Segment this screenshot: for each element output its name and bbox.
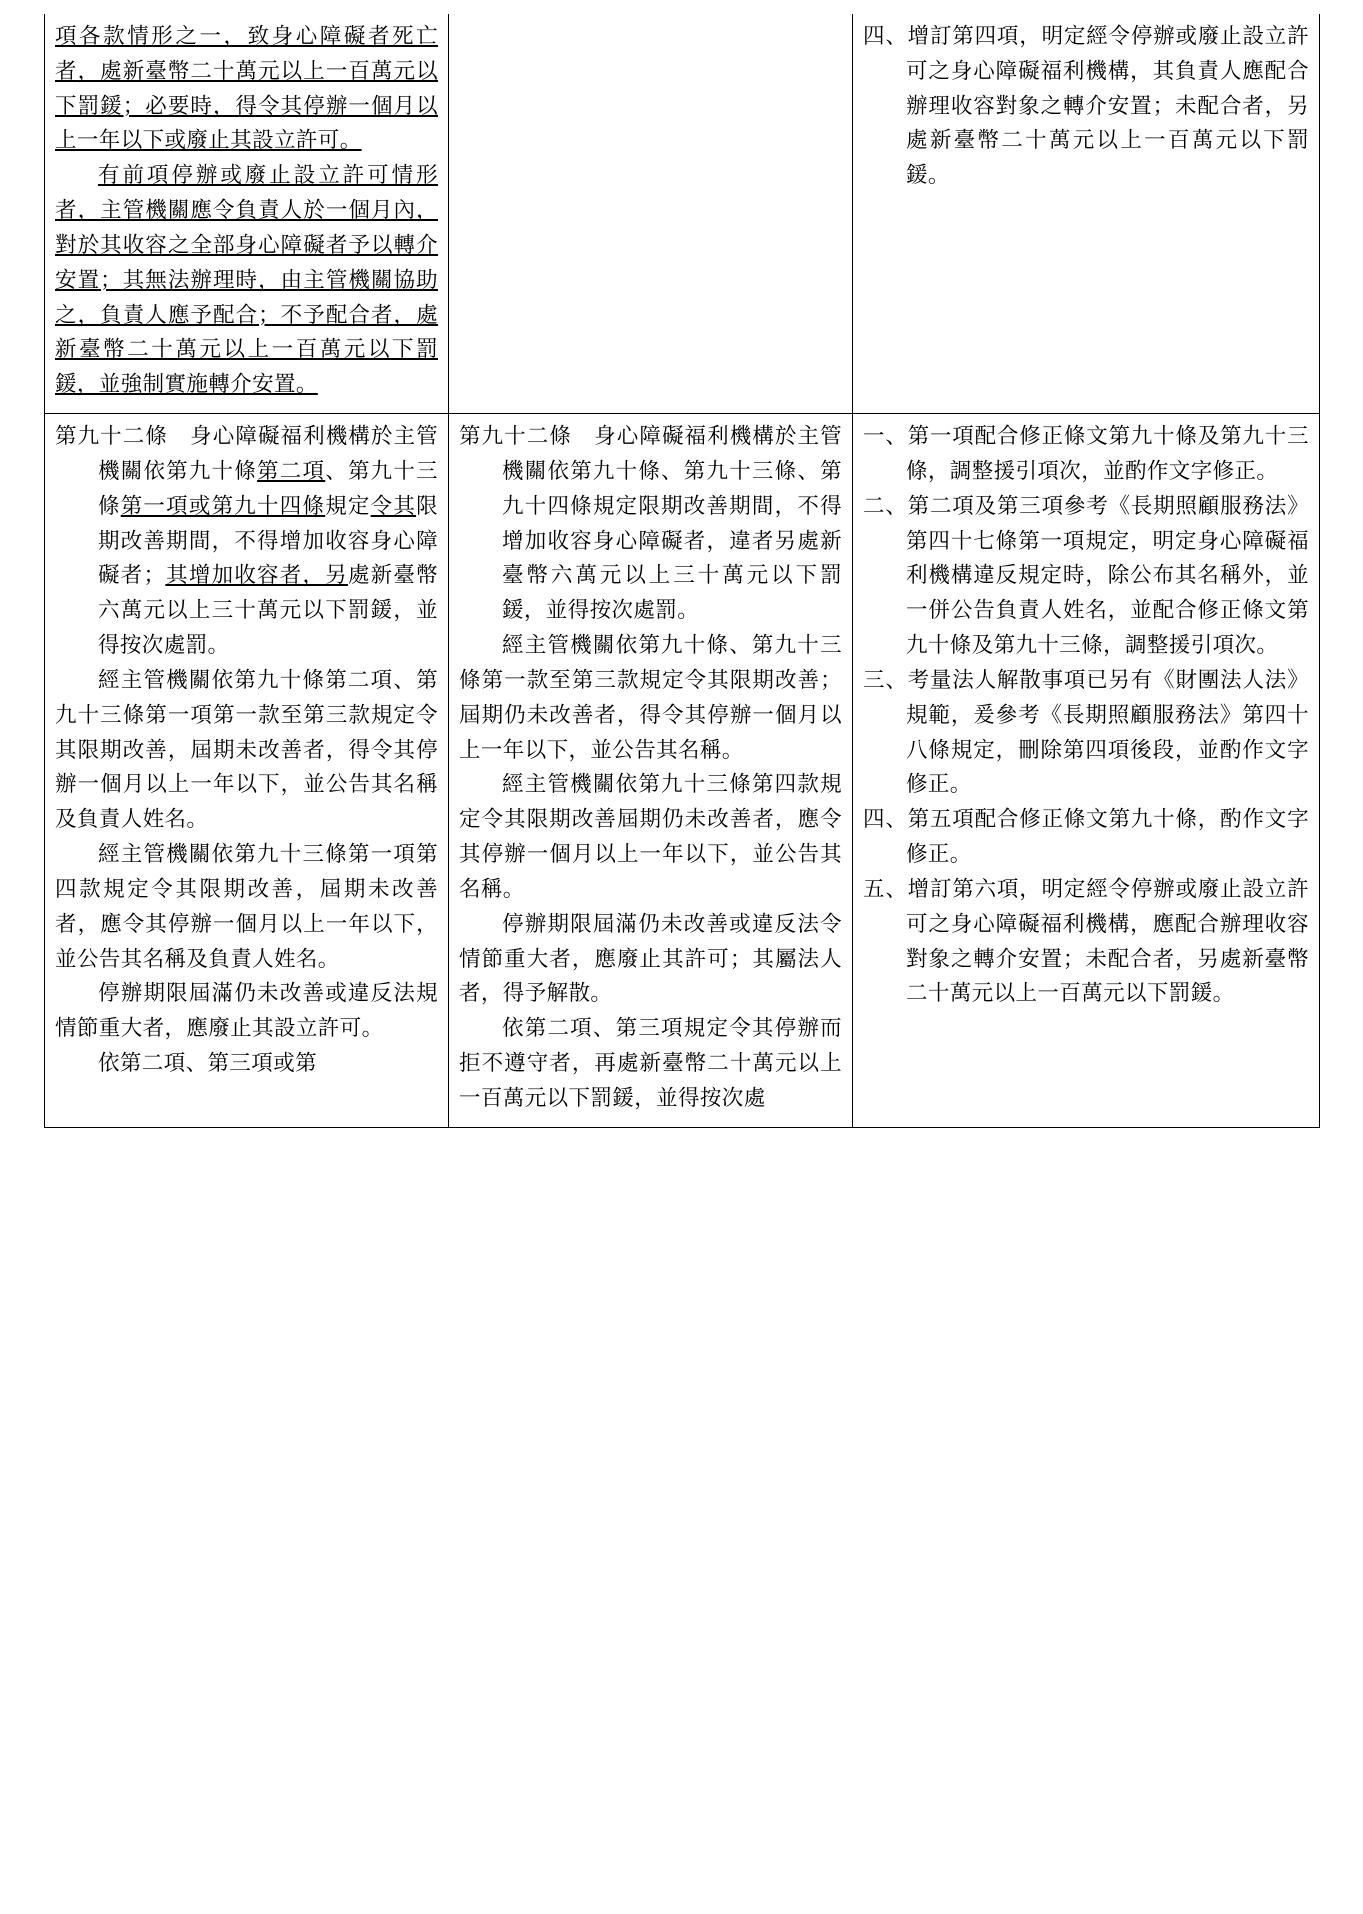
amended-article-92-para2: 經主管機關依第九十條第二項、第九十三條第一項第一款至第三款規定令其限期改善，屆期未改善者，得令其停辦一個月以上一年以下，並公告其名稱及負責人姓名。 xyxy=(55,667,438,833)
note-item-1: 一、第一項配合修正條文第九十條及第九十三條，調整援引項次，並酌作文字修正。 xyxy=(863,424,1309,484)
note-item-2: 二、第二項及第三項參考《長期照顧服務法》第四十七條第一項規定，明定身心障礙福利機構違反規定時，除公布其名稱外，並一併公告負責人姓名，並配合修正條文第九十條及第九十三條，調整援引項次。 xyxy=(863,493,1309,659)
current-article-92-para3: 經主管機關依第九十三條第四款規定令其限期改善屆期仍未改善者，應令其停辦一個月以上一年以下，並公告其名稱。 xyxy=(459,772,842,902)
amendment-comparison-table xyxy=(44,14,1320,1128)
amended-article-92-para1 xyxy=(55,420,438,664)
cell-notes-continued xyxy=(853,14,1320,414)
article-92-text-e: 處新臺幣六萬元以上三十萬元以下罰鍰，並得按次處罰。 xyxy=(98,563,438,659)
current-article-92-para4: 停辦期限屆滿仍未改善或違反法令情節重大者，應廢止其許可；其屬法人者，得予解散。 xyxy=(459,911,842,1007)
current-article-number: 第九十二條 xyxy=(459,424,572,450)
amended-paragraph-transfer: 有前項停辦或廢止設立許可情形者，主管機關應令負責人於一個月內，對於其收容之全部身心障礙者予以轉介安置；其無法辦理時，由主管機關協助之，負責人應予配合；不予配合者，處新臺幣二十萬元以上一百萬元以下罰鍰，並強制實施轉介安置。 xyxy=(55,163,438,398)
table-row xyxy=(45,414,1320,1128)
cell-notes-article-92 xyxy=(853,414,1320,1128)
cell-current-article-92 xyxy=(449,414,853,1128)
current-article-92-para1 xyxy=(459,420,842,629)
article-92-text-a: 身心障礙福利機構於主管機關依第九十條 xyxy=(98,424,438,484)
article-92-u4: 其增加收容者，另 xyxy=(165,563,348,589)
article-92-text-b: 、第九十三條 xyxy=(98,458,438,519)
cell-amended-continued xyxy=(45,14,449,414)
note-item-4: 四、第五項配合修正條文第九十條，酌作文字修正。 xyxy=(863,807,1309,868)
cell-amended-article-92 xyxy=(45,414,449,1128)
article-92-u2: 第一項或第九十四條 xyxy=(120,493,326,519)
current-empty xyxy=(459,20,842,30)
amended-article-92-para4: 停辦期限屆滿仍未改善或違反法規情節重大者，應廢止其設立許可。 xyxy=(55,981,438,1042)
note-item-4: 四、增訂第四項，明定經令停辦或廢止設立許可之身心障礙福利機構，其負責人應配合辦理收容對象之轉介安置；未配合者，另處新臺幣二十萬元以上一百萬元以下罰鍰。 xyxy=(863,24,1309,189)
article-92-u3: 令其 xyxy=(370,493,417,519)
amended-paragraph-continued: 項各款情形之一，致身心障礙者死亡者，處新臺幣二十萬元以上一百萬元以下罰鍰；必要時，得令其停辦一個月以上一年以下或廢止其設立許可。 xyxy=(55,24,438,154)
current-article-92-para5: 依第二項、第三項規定令其停辦而拒不遵守者，再處新臺幣二十萬元以上一百萬元以下罰鍰，並得按次處 xyxy=(459,1016,842,1111)
cell-current-continued xyxy=(449,14,853,414)
current-article-92-text: 身心障礙福利機構於主管機關依第九十條、第九十三條、第九十四條規定限期改善期間，不得增加收容身心障礙者，違者另處新臺幣六萬元以上三十萬元以下罰鍰，並得按次處罰。 xyxy=(502,424,842,624)
table-row xyxy=(45,14,1320,414)
article-92-text-d: 限期改善期間，不得增加收容身心障礙者； xyxy=(98,493,438,589)
amended-article-92-para3: 經主管機關依第九十三條第一項第四款規定令其限期改善，屆期未改善者，應令其停辦一個月以上一年以下，並公告其名稱及負責人姓名。 xyxy=(55,842,438,972)
amended-article-92-para5: 依第二項、第三項或第 xyxy=(98,1051,318,1077)
current-article-92-para2: 經主管機關依第九十條、第九十三條第一款至第三款規定令其限期改善；屆期仍未改善者，得令其停辦一個月以上一年以下，並公告其名稱。 xyxy=(459,633,842,763)
note-item-3: 三、考量法人解散事項已另有《財團法人法》規範，爰參考《長期照顧服務法》第四十八條規定，刪除第四項後段，並酌作文字修正。 xyxy=(863,667,1309,798)
article-92-text-c: 規定 xyxy=(325,493,371,519)
article-92-u1: 第二項 xyxy=(257,458,326,484)
article-number: 第九十二條 xyxy=(55,424,168,450)
note-item-5: 五、增訂第六項，明定經令停辦或廢止設立許可之身心障礙福利機構，應配合辦理收容對象之轉介安置；未配合者，另處新臺幣二十萬元以上一百萬元以下罰鍰。 xyxy=(863,876,1309,1007)
